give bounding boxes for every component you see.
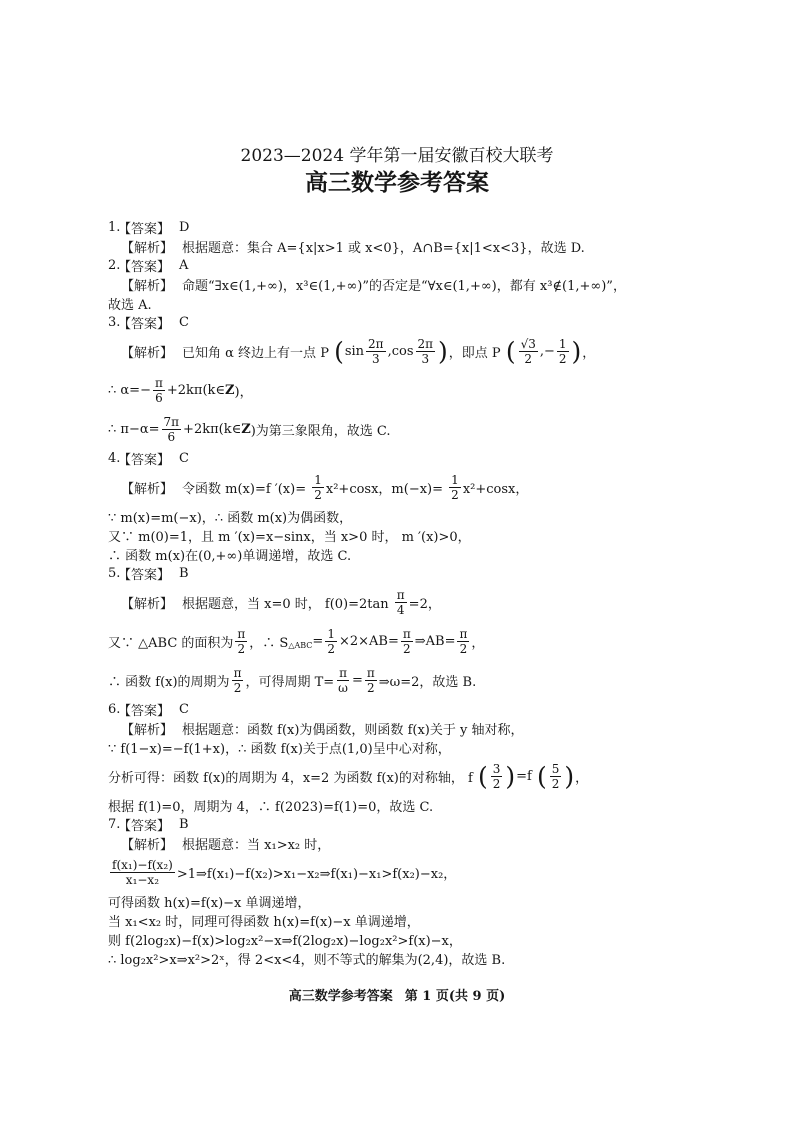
- math-text: 分析可得：函数 f(x)的周期为 4，x=2 为函数 f(x)的对称轴， f: [108, 771, 477, 786]
- item-number: 4.: [108, 451, 121, 466]
- analysis-line: [108, 294, 748, 313]
- fraction-numerator: 1: [327, 627, 335, 641]
- answer-value: A: [179, 258, 189, 273]
- analysis-line: [108, 526, 748, 545]
- math-text: 根据题意：当 x₁>x₂ 时，: [182, 838, 331, 853]
- analysis-line: [108, 719, 748, 738]
- bracket: (: [334, 337, 344, 366]
- fraction-numerator: f(x₁)−f(x₂): [112, 858, 173, 872]
- answer-label: 【答案】: [118, 568, 171, 583]
- page-footer: [0, 988, 794, 1006]
- math-text: ∵ f(1−x)=−f(1+x)，∴ 函数 f(x)关于点(1,0)呈中心对称，: [108, 742, 451, 757]
- answer-row: [108, 449, 748, 468]
- analysis-text: [108, 666, 476, 695]
- analysis-line: [108, 237, 748, 256]
- math-text: 根据题意：集合 A={x|x>1 或 x<0}，A∩B={x|1<x<3}，故选 D.: [182, 241, 585, 256]
- math-text: )，: [234, 385, 253, 400]
- analysis-line: [108, 892, 748, 911]
- analysis-line: [108, 622, 748, 661]
- math-text: ，: [582, 346, 596, 361]
- item-number: 7.: [108, 817, 121, 832]
- math-text: x²+cosx，m(−x)=: [325, 482, 448, 497]
- math-text: 故选 A.: [108, 298, 152, 313]
- answer-row: [108, 256, 748, 275]
- analysis-label: 【解析】: [121, 241, 174, 256]
- analysis-text: [108, 892, 311, 911]
- analysis-text: [108, 738, 451, 757]
- analysis-line: [108, 911, 748, 930]
- math-text: 则 f(2log₂x)−f(x)>log₂x²−x⇒f(2log₂x)−log₂x²>f(x)−x，: [108, 934, 462, 949]
- analysis-text: [108, 376, 253, 405]
- fraction-denominator: ω: [338, 681, 348, 695]
- item-number: 3.: [108, 315, 121, 330]
- analysis-line: [108, 583, 748, 622]
- answer-label: 【答案】: [118, 222, 171, 237]
- subscript: △ABC: [288, 641, 313, 650]
- fraction-numerator: 1: [451, 473, 459, 487]
- analysis-text: [108, 762, 588, 791]
- answer-label: 【答案】: [118, 317, 171, 332]
- math-text: 命题“∃x∈(1,+∞)，x³∈(1,+∞)”的否定是“∀x∈(1,+∞)，都有 x³∉(1,+∞)”，: [182, 279, 626, 294]
- answer-list: [108, 218, 748, 968]
- analysis-label: 【解析】: [121, 482, 174, 497]
- math-text: >1⇒f(x₁)−f(x₂)>x₁−x₂⇒f(x₁)−x₁>f(x₂)−x₂，: [176, 867, 457, 882]
- fraction-denominator: 2: [558, 352, 567, 366]
- analysis-label: 【解析】: [121, 597, 174, 612]
- exam-title: 2023—2024 学年第一届安徽百校大联考: [240, 146, 554, 166]
- math-text: =2，: [408, 597, 441, 612]
- answer-item: [108, 256, 748, 313]
- math-text: ,cos: [387, 344, 414, 359]
- math-text: ∴ 函数 f(x)的周期为: [108, 675, 230, 690]
- fraction: [162, 415, 182, 444]
- item-number: 2.: [108, 258, 121, 273]
- math-text: ，: [575, 771, 589, 786]
- analysis-line: [108, 275, 748, 294]
- bracket: ): [505, 762, 516, 791]
- fraction-denominator: 2: [402, 642, 411, 656]
- analysis-line: [108, 332, 748, 371]
- fraction: [457, 627, 469, 656]
- fraction: [312, 473, 324, 502]
- fraction: [557, 337, 569, 366]
- fraction: [519, 337, 538, 366]
- fraction-denominator: 2: [459, 642, 468, 656]
- bracket: ): [438, 337, 448, 366]
- analysis-text: [108, 911, 420, 930]
- fraction: [449, 473, 461, 502]
- fraction-numerator: π: [459, 627, 468, 641]
- fraction: [416, 337, 436, 366]
- math-text: =: [351, 673, 363, 688]
- analysis-line: [108, 410, 748, 449]
- analysis-line: [108, 853, 748, 892]
- fraction: [395, 588, 407, 617]
- math-text: ∵ m(x)=m(−x)，∴ 函数 m(x)为偶函数，: [108, 511, 353, 526]
- fraction-numerator: π: [402, 627, 411, 641]
- analysis-text: [182, 337, 595, 366]
- answer-label: 【答案】: [118, 260, 171, 275]
- footer-page-number: 第 1 页(共 9 页): [404, 989, 506, 1004]
- item-number: 6.: [108, 702, 121, 717]
- math-text: ，∴ S: [249, 636, 289, 651]
- math-text: ，可得周期 T=: [245, 675, 335, 690]
- item-number: 1.: [108, 220, 121, 235]
- math-text: 可得函数 h(x)=f(x)−x 单调递增，: [108, 896, 311, 911]
- answer-label: 【答案】: [118, 704, 171, 719]
- answer-item: [108, 218, 748, 256]
- math-text: 令函数 m(x)=f ′(x)=: [182, 482, 311, 497]
- bracket: (: [505, 337, 516, 366]
- analysis-line: [108, 371, 748, 410]
- item-number: 5.: [108, 566, 121, 581]
- analysis-line: [108, 468, 748, 507]
- fraction-denominator: 2: [524, 352, 533, 366]
- answer-row: [108, 700, 748, 719]
- fraction: [325, 627, 337, 656]
- analysis-text: [182, 473, 528, 502]
- analysis-line: [108, 545, 748, 564]
- answer-item: [108, 700, 748, 815]
- fraction-denominator: 2: [451, 488, 459, 502]
- math-text: +2kπ(k∈: [166, 383, 226, 398]
- answer-label: 【答案】: [118, 819, 171, 834]
- answer-value: C: [179, 315, 189, 330]
- analysis-label: 【解析】: [121, 346, 174, 361]
- math-text: 根据题意，当 x=0 时， f(0)=2tan: [182, 597, 393, 612]
- math-text: 当 x₁<x₂ 时，同理可得函数 h(x)=f(x)−x 单调递增，: [108, 915, 420, 930]
- analysis-label: 【解析】: [121, 838, 174, 853]
- math-text: ×2×AB=: [338, 634, 399, 649]
- fraction-denominator: 3: [371, 352, 380, 366]
- answer-row: [108, 564, 748, 583]
- analysis-text: [108, 545, 351, 564]
- fraction-denominator: 4: [396, 603, 405, 617]
- footer-document-name: 高三数学参考答案: [288, 989, 393, 1004]
- fraction-numerator: 1: [314, 473, 322, 487]
- math-text: ，: [471, 636, 485, 651]
- fraction-numerator: π: [366, 666, 375, 680]
- bracket: (: [536, 762, 547, 791]
- answer-item: [108, 564, 748, 700]
- math-text: x²+cosx，: [462, 482, 529, 497]
- analysis-line: [108, 930, 748, 949]
- fraction-numerator: 7π: [163, 415, 180, 429]
- fraction-numerator: 2π: [368, 337, 384, 351]
- math-text: ⇒AB=: [414, 634, 456, 649]
- analysis-text: [108, 526, 471, 545]
- math-text: sin: [344, 344, 365, 359]
- math-text: 又∵ △ABC 的面积为: [108, 636, 234, 651]
- answer-row: [108, 313, 748, 332]
- math-text: =f: [516, 769, 536, 784]
- math-text: ,−: [539, 344, 555, 359]
- fraction-numerator: 3: [492, 762, 501, 776]
- fraction-denominator: 6: [155, 391, 163, 405]
- analysis-line: [108, 738, 748, 757]
- answer-row: [108, 218, 748, 237]
- analysis-text: [108, 507, 352, 526]
- fraction: [366, 337, 386, 366]
- fraction-denominator: 2: [366, 681, 375, 695]
- analysis-line: [108, 834, 748, 853]
- fraction-numerator: π: [396, 588, 405, 602]
- analysis-label: 【解析】: [121, 723, 174, 738]
- math-text: ⇒ω=2，故选 B.: [378, 675, 477, 690]
- fraction-numerator: 2π: [417, 337, 434, 351]
- fraction-numerator: √3: [520, 337, 536, 351]
- math-text: ，即点 P: [448, 346, 505, 361]
- fraction-numerator: π: [237, 627, 246, 641]
- answer-value: B: [179, 566, 189, 581]
- document-title: 高三数学参考答案: [305, 169, 489, 196]
- fraction-denominator: 2: [233, 681, 242, 695]
- analysis-text: [182, 237, 585, 256]
- set-symbol: Z: [241, 422, 251, 437]
- fraction-numerator: π: [339, 666, 347, 680]
- bracket: ): [564, 762, 575, 791]
- fraction: [550, 762, 562, 791]
- analysis-text: [182, 834, 330, 853]
- fraction-numerator: 5: [551, 762, 560, 776]
- answer-value: B: [179, 817, 189, 832]
- fraction-denominator: 2: [314, 488, 322, 502]
- answer-item: [108, 449, 748, 564]
- math-text: ∴ 函数 m(x)在(0,+∞)单调递增，故选 C.: [108, 549, 352, 564]
- fraction-denominator: 3: [421, 352, 430, 366]
- math-text: 根据 f(1)=0，周期为 4，∴ f(2023)=f(1)=0，故选 C.: [108, 800, 434, 815]
- answer-value: C: [179, 451, 189, 466]
- answer-item: [108, 313, 748, 449]
- analysis-text: [182, 275, 626, 294]
- fraction-numerator: π: [154, 376, 163, 390]
- fraction-denominator: 2: [492, 777, 501, 791]
- answer-item: [108, 815, 748, 968]
- analysis-text: [108, 930, 462, 949]
- fraction: [235, 627, 247, 656]
- analysis-text: [108, 949, 505, 968]
- analysis-text: [182, 588, 441, 617]
- math-text: ∴ α=−: [108, 383, 151, 398]
- math-text: +2kπ(k∈: [183, 422, 242, 437]
- fraction: [153, 376, 165, 405]
- fraction-denominator: 2: [237, 642, 246, 656]
- fraction-numerator: 1: [558, 337, 567, 351]
- answer-row: [108, 815, 748, 834]
- analysis-text: [108, 294, 152, 313]
- analysis-label: 【解析】: [121, 279, 174, 294]
- fraction-denominator: x₁−x₂: [125, 873, 160, 887]
- bracket: ): [571, 337, 582, 366]
- math-text: ∴ π−α=: [108, 422, 160, 437]
- analysis-line: [108, 796, 748, 815]
- math-text: =: [312, 634, 324, 649]
- math-text: 根据题意：函数 f(x)为偶函数，则函数 f(x)关于 y 轴对称，: [182, 723, 524, 738]
- math-text: 已知角 α 终边上有一点 P: [182, 346, 334, 361]
- fraction-numerator: π: [233, 666, 242, 680]
- fraction: [336, 666, 350, 695]
- answer-value: D: [179, 220, 190, 235]
- analysis-line: [108, 949, 748, 968]
- math-text: )为第三象限角，故选 C.: [250, 424, 391, 439]
- analysis-text: [182, 719, 523, 738]
- bracket: (: [477, 762, 488, 791]
- fraction-denominator: 2: [327, 642, 335, 656]
- answer-label: 【答案】: [118, 453, 171, 468]
- fraction: [232, 666, 244, 695]
- math-text: 又∵ m(0)=1，且 m ′(x)=x−sinx，当 x>0 时， m ′(x)>0，: [108, 530, 471, 545]
- fraction-denominator: 2: [551, 777, 560, 791]
- math-text: ∴ log₂x²>x⇒x²>2ˣ，得 2<x<4，则不等式的解集为(2,4)，故选 B.: [108, 953, 506, 968]
- fraction: [110, 858, 175, 887]
- set-symbol: Z: [225, 383, 235, 398]
- fraction-denominator: 6: [167, 430, 176, 444]
- fraction: [401, 627, 413, 656]
- analysis-line: [108, 757, 748, 796]
- fraction: [491, 762, 503, 791]
- analysis-text: [108, 627, 484, 656]
- analysis-text: [108, 796, 433, 815]
- answer-value: C: [179, 702, 189, 717]
- analysis-text: [108, 415, 391, 444]
- analysis-line: [108, 661, 748, 700]
- analysis-line: [108, 507, 748, 526]
- fraction: [365, 666, 377, 695]
- analysis-text: [108, 858, 456, 887]
